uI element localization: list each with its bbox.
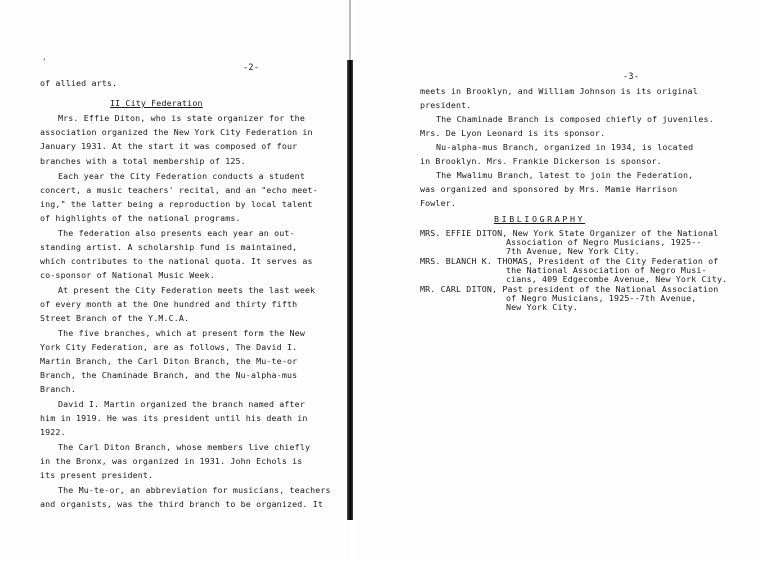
text-line: The Mu-te-or, an abbreviation for musicians, teachers xyxy=(58,485,331,495)
text-line: in the Bronx, was organized in 1931. John Echols is xyxy=(40,456,303,466)
text-line: The Carl Diton Branch, whose members live chiefly xyxy=(58,442,311,452)
bibliography-heading: BIBLIOGRAPHY xyxy=(494,214,586,224)
text-line: association organized the New York City Federation in xyxy=(40,127,313,137)
text-line: which contributes to the national quota. It serves as xyxy=(40,256,313,266)
bibliography-entry: MRS. EFFIE DITON, New York State Organizer of the National xyxy=(420,228,719,238)
text-line: York City Federation, are as follows, The David I. xyxy=(40,342,298,352)
text-line: Branch. xyxy=(40,384,77,394)
text-line: and organists, was the third branch to be organized. It xyxy=(40,499,323,509)
bibliography-entry: 7th Avenue, New York City. xyxy=(506,246,640,256)
text-line: ing," the latter being a reproduction by local talent xyxy=(40,199,313,209)
page-number-left: -2- xyxy=(243,63,260,73)
text-line: meets in Brooklyn, and William Johnson is its original xyxy=(420,86,698,96)
bibliography-entry: MR. CARL DITON, Past president of the National Association xyxy=(420,284,719,294)
text-line: was organized and sponsored by Mrs. Mamie Harrison xyxy=(420,184,678,194)
text-line: The five branches, which at present form the New xyxy=(58,328,305,338)
bibliography-entry: MRS. BLANCH K. THOMAS, President of the City Federation of xyxy=(420,256,719,266)
text-line: in Brooklyn. Mrs. Frankie Dickerson is sponsor. xyxy=(420,156,662,166)
left-page xyxy=(0,0,350,561)
text-line: Nu-alpha-mus Branch, organized in 1934, is located xyxy=(436,142,694,152)
binding-spine xyxy=(347,60,353,520)
text-line: president. xyxy=(420,100,472,110)
text-line: At present the City Federation meets the last week xyxy=(58,285,316,295)
text-line: Mrs. De Lyon Leonard is its sponsor. xyxy=(420,128,606,138)
text-line: Fowler. xyxy=(420,198,457,208)
text-line: The Chaminade Branch is composed chiefly of juveniles. xyxy=(436,114,714,124)
text-line: Branch, the Chaminade Branch, and the Nu-alpha-mus xyxy=(40,370,298,380)
text-line: of every month at the One hundred and thirty fifth xyxy=(40,299,298,309)
page-number-right: -3- xyxy=(623,72,640,82)
bibliography-entry: the National Association of Negro Musi- xyxy=(506,265,707,275)
bibliography-entry: cians, 409 Edgecombe Avenue, New York City. xyxy=(506,274,728,284)
corner-mark: ’ xyxy=(42,58,47,66)
bibliography-entry: Association of Negro Musicians, 1925-- xyxy=(506,237,702,247)
text-line: its present president. xyxy=(40,470,154,480)
text-line: standing artist. A scholarship fund is maintained, xyxy=(40,242,298,252)
bibliography-entry: New York City. xyxy=(506,302,579,312)
text-line: Each year the City Federation conducts a student xyxy=(58,171,305,181)
text-line: branches with a total membership of 125. xyxy=(40,156,246,166)
binding-gutter xyxy=(349,0,351,60)
section-heading: II City Federation xyxy=(110,98,203,108)
text-line: co-sponsor of National Music Week. xyxy=(40,270,215,280)
bibliography-entry: of Negro Musicians, 1925--7th Avenue, xyxy=(506,293,697,303)
text-line: David I. Martin organized the branch named after xyxy=(58,399,305,409)
text-line: The Mwalimu Branch, latest to join the Federation, xyxy=(436,170,694,180)
text-line: him in 1919. He was its president until his death in xyxy=(40,413,308,423)
text-line: Mrs. Effie Diton, who is state organizer for the xyxy=(58,113,305,123)
text-line: The federation also presents each year an out- xyxy=(58,228,295,238)
text-line: January 1931. At the start it was composed of four xyxy=(40,141,298,151)
text-line: Martin Branch, the Carl Diton Branch, the Mu-te-or xyxy=(40,356,298,366)
text-line: of highlights of the national programs. xyxy=(40,213,241,223)
text-line: 1922. xyxy=(40,427,66,437)
right-page xyxy=(354,0,759,561)
text-line: Street Branch of the Y.M.C.A. xyxy=(40,313,190,323)
text-line: concert, a music teachers' recital, and an "echo meet- xyxy=(40,185,318,195)
text-line: of allied arts. xyxy=(40,78,118,88)
